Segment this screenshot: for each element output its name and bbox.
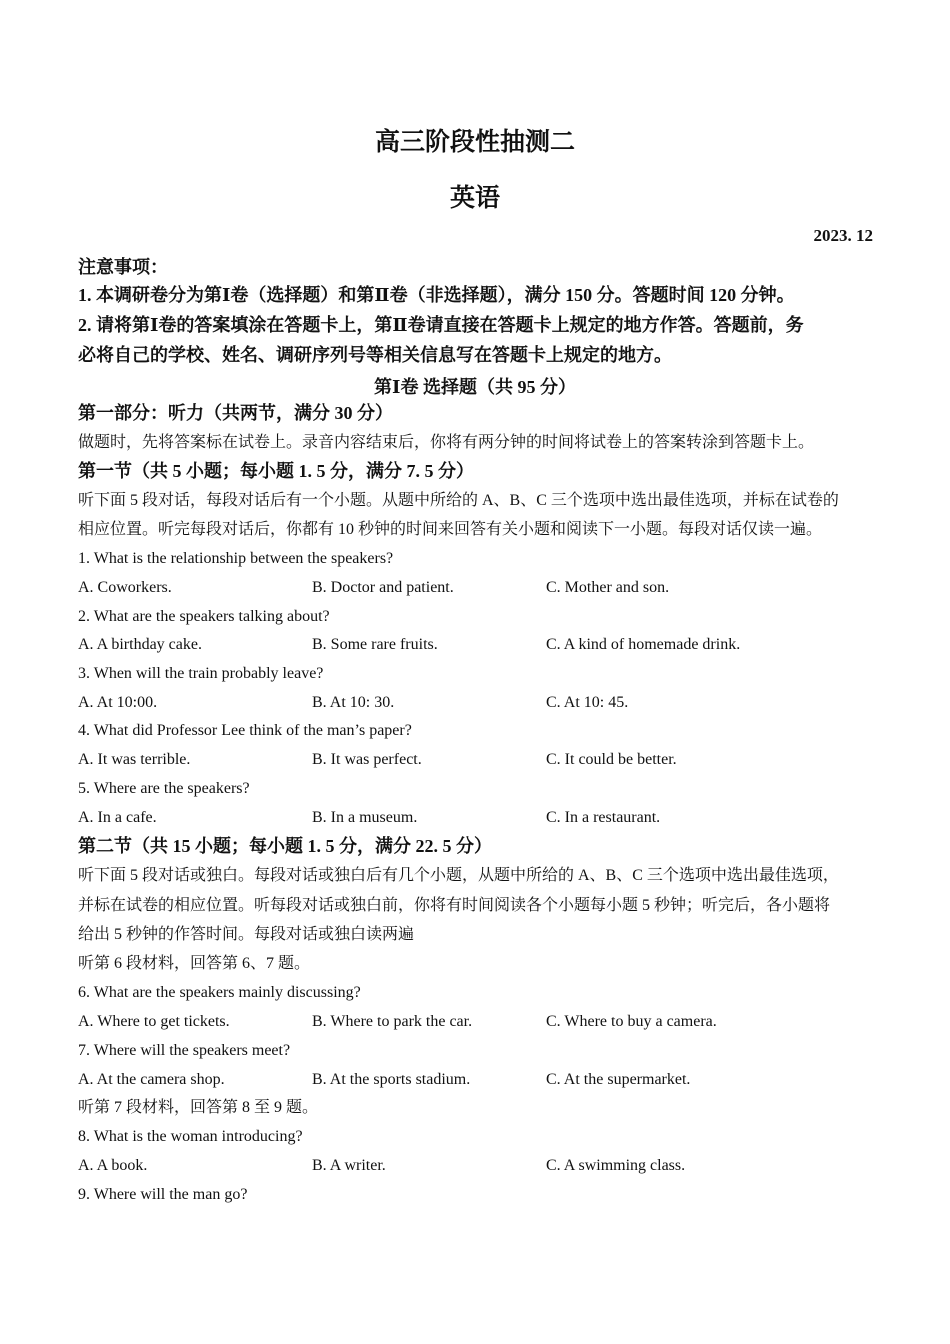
part1-heading: 第一部分：听力（共两节，满分 30 分） bbox=[78, 403, 393, 423]
option-a: A. A birthday cake. bbox=[78, 636, 202, 653]
notes-item-1: 1. 本调研卷分为第Ⅰ卷（选择题）和第Ⅱ卷（非选择题），满分 150 分。答题时间 120 分钟。 bbox=[78, 285, 795, 305]
material-7-label: 听第 7 段材料，回答第 8 至 9 题。 bbox=[78, 1099, 319, 1116]
question-3: 3. When will the train probably leave? bbox=[78, 665, 324, 682]
question-2: 2. What are the speakers talking about? bbox=[78, 608, 330, 625]
option-c: C. At the supermarket. bbox=[546, 1071, 691, 1088]
option-c: C. At 10: 45. bbox=[546, 694, 629, 711]
section2-heading: 第二节（共 15 小题；每小题 1. 5 分，满分 22. 5 分） bbox=[78, 836, 492, 856]
subject-title: 英语 bbox=[449, 185, 500, 212]
option-a: A. At the camera shop. bbox=[78, 1071, 225, 1088]
option-a: A. Coworkers. bbox=[78, 579, 172, 596]
exam-title: 高三阶段性抽测二 bbox=[374, 129, 575, 156]
option-c: C. It could be better. bbox=[546, 751, 677, 768]
option-b: B. In a museum. bbox=[312, 809, 418, 826]
option-a: A. A book. bbox=[78, 1157, 148, 1174]
part1-instruction: 做题时，先将答案标在试卷上。录音内容结束后，你将有两分钟的时间将试卷上的答案转涂到答题卡上。 bbox=[78, 434, 815, 451]
option-b: B. It was perfect. bbox=[312, 751, 422, 768]
notes-item-2-line-2: 必将自己的学校、姓名、调研序列号等相关信息写在答题卡上规定的地方。 bbox=[78, 345, 672, 365]
notes-item-2-line-1: 2. 请将第Ⅰ卷的答案填涂在答题卡上，第Ⅱ卷请直接在答题卡上规定的地方作答。答题前，务 bbox=[78, 315, 804, 335]
section1-instruction-line-1: 听下面 5 段对话，每段对话后有一个小题。从题中所给的 A、B、C 三个选项中选出最佳选项，并标在试卷的 bbox=[78, 492, 839, 509]
option-a: A. It was terrible. bbox=[78, 751, 191, 768]
material-6-label: 听第 6 段材料，回答第 6、7 题。 bbox=[78, 955, 311, 972]
question-6: 6. What are the speakers mainly discussing? bbox=[78, 984, 361, 1001]
question-4: 4. What did Professor Lee think of the man’s paper? bbox=[78, 722, 412, 739]
question-1: 1. What is the relationship between the speakers? bbox=[78, 550, 394, 567]
option-c: C. A swimming class. bbox=[546, 1157, 686, 1174]
question-8: 8. What is the woman introducing? bbox=[78, 1128, 303, 1145]
section2-instruction-line-2: 并标在试卷的相应位置。听每段对话或独白前，你将有时间阅读各个小题每小题 5 秒钟；听完后，各小题将 bbox=[78, 897, 831, 914]
section2-instruction-line-1: 听下面 5 段对话或独白。每段对话或独白后有几个小题，从题中所给的 A、B、C 三个选项中选出最佳选项， bbox=[78, 867, 839, 884]
exam-date: 2023. 12 bbox=[813, 226, 873, 245]
option-b: B. Some rare fruits. bbox=[312, 636, 438, 653]
option-c: C. In a restaurant. bbox=[546, 809, 661, 826]
option-a: A. Where to get tickets. bbox=[78, 1013, 230, 1030]
question-7: 7. Where will the speakers meet? bbox=[78, 1042, 291, 1059]
notes-heading: 注意事项： bbox=[78, 257, 168, 277]
option-a: A. In a cafe. bbox=[78, 809, 157, 826]
section2-instruction-line-3: 给出 5 秒钟的作答时间。每段对话或独白读两遍 bbox=[78, 926, 415, 943]
option-b: B. At the sports stadium. bbox=[312, 1071, 471, 1088]
volume-heading: 第Ⅰ卷 选择题（共 95 分） bbox=[374, 377, 576, 397]
question-5: 5. Where are the speakers? bbox=[78, 780, 250, 797]
option-c: C. Where to buy a camera. bbox=[546, 1013, 717, 1030]
section1-instruction-line-2: 相应位置。听完每段对话后，你都有 10 秒钟的时间来回答有关小题和阅读下一小题。每段对话仅读一遍。 bbox=[78, 521, 823, 538]
option-c: C. A kind of homemade drink. bbox=[546, 636, 741, 653]
option-b: B. Where to park the car. bbox=[312, 1013, 473, 1030]
question-9: 9. Where will the man go? bbox=[78, 1186, 248, 1203]
option-b: B. A writer. bbox=[312, 1157, 386, 1174]
option-b: B. Doctor and patient. bbox=[312, 579, 454, 596]
section1-heading: 第一节（共 5 小题；每小题 1. 5 分，满分 7. 5 分） bbox=[78, 461, 474, 481]
option-b: B. At 10: 30. bbox=[312, 694, 395, 711]
option-a: A. At 10:00. bbox=[78, 694, 158, 711]
option-c: C. Mother and son. bbox=[546, 579, 670, 596]
